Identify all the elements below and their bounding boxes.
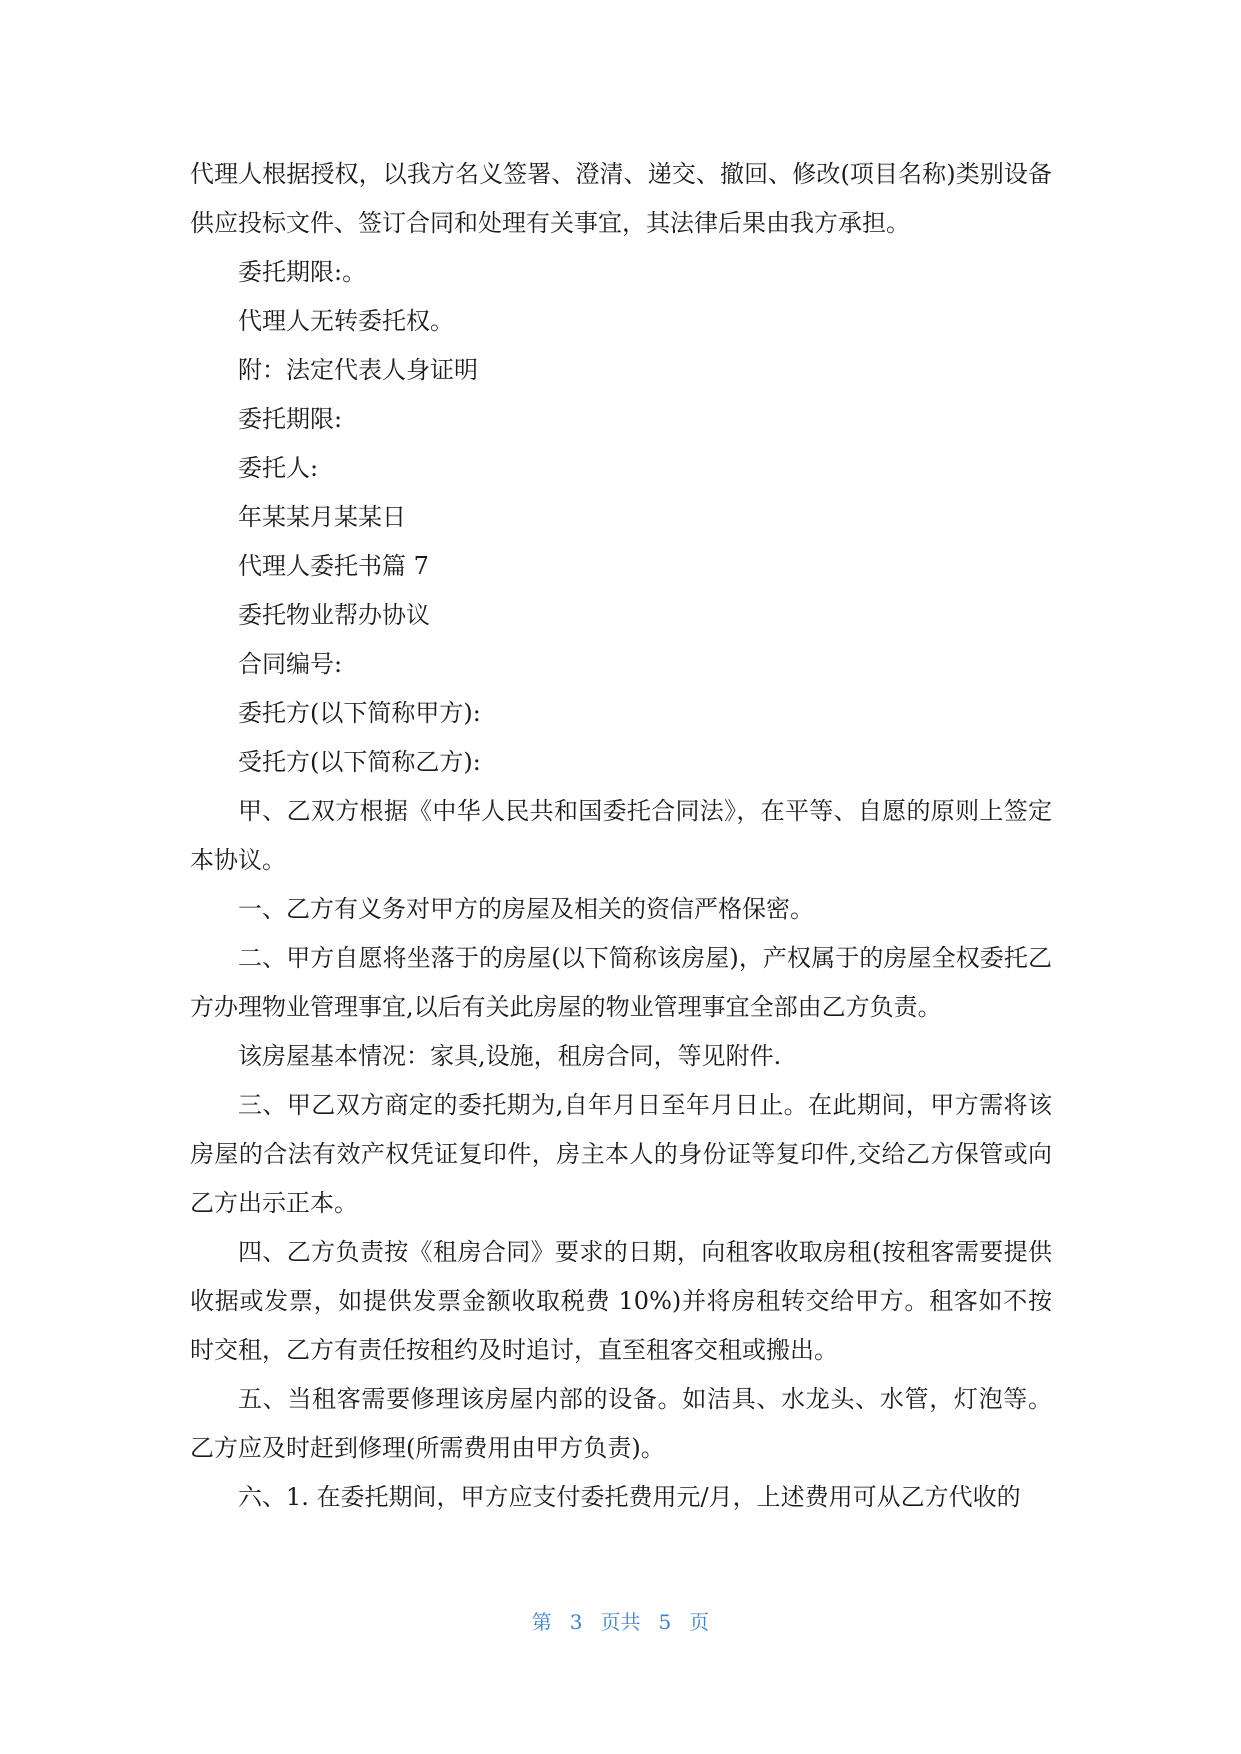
paragraph-6: 委托人:	[238, 454, 319, 482]
document-body	[190, 150, 1052, 1522]
paragraph-2: 委托期限:。	[238, 258, 367, 286]
paragraph-4: 附：法定代表人身证明	[238, 356, 478, 384]
property-info: 该房屋基本情况：家具,设施，租房合同，等见附件.	[238, 1042, 782, 1070]
contract-number-label: 合同编号:	[238, 650, 343, 678]
agreement-title: 委托物业帮办协议	[238, 601, 430, 629]
party-b-label: 受托方(以下简称乙方):	[238, 748, 481, 776]
paragraph-7: 年某某月某某日	[238, 503, 406, 531]
clause-4: 四、乙方负责按《租房合同》要求的日期，向租客收取房租(按租客需要提供收据或发票，如提供发票金额收取税费 10%)并将房租转交给甲方。租客如不按时交租，乙方有责任按租约及时追讨，直至租客交租或搬出。	[190, 1238, 1052, 1364]
paragraph-1: 代理人根据授权，以我方名义签署、澄清、递交、撤回、修改(项目名称)类别设备供应投标文件、签订合同和处理有关事宜，其法律后果由我方承担。	[190, 160, 1052, 237]
clause-6: 六、1. 在委托期间，甲方应支付委托费用元/月，上述费用可从乙方代收的	[238, 1483, 1021, 1511]
clause-5: 五、当租客需要修理该房屋内部的设备。如洁具、水龙头、水管，灯泡等。乙方应及时赶到修理(所需费用由甲方负责)。	[190, 1385, 1052, 1462]
clause-1: 一、乙方有义务对甲方的房屋及相关的资信严格保密。	[238, 895, 814, 923]
page-label-middle: 页共	[600, 1610, 641, 1634]
page-footer	[0, 1606, 1241, 1635]
total-pages-number: 5	[658, 1610, 672, 1634]
paragraph-3: 代理人无转委托权。	[238, 307, 454, 335]
paragraph-13: 甲、乙双方根据《中华人民共和国委托合同法》，在平等、自愿的原则上签定本协议。	[190, 797, 1052, 874]
page-label-suffix: 页	[689, 1610, 710, 1634]
current-page-number: 3	[569, 1610, 583, 1634]
party-a-label: 委托方(以下简称甲方):	[238, 699, 481, 727]
page-label-prefix: 第	[531, 1610, 552, 1634]
clause-2: 二、甲方自愿将坐落于的房屋(以下简称该房屋)，产权属于的房屋全权委托乙方办理物业管理事宜,以后有关此房屋的物业管理事宜全部由乙方负责。	[190, 944, 1052, 1021]
paragraph-5: 委托期限:	[238, 405, 343, 433]
clause-3: 三、甲乙双方商定的委托期为,自年月日至年月日止。在此期间，甲方需将该房屋的合法有效产权凭证复印件，房主本人的身份证等复印件,交给乙方保管或向乙方出示正本。	[190, 1091, 1052, 1217]
section-heading: 代理人委托书篇 7	[238, 552, 429, 580]
